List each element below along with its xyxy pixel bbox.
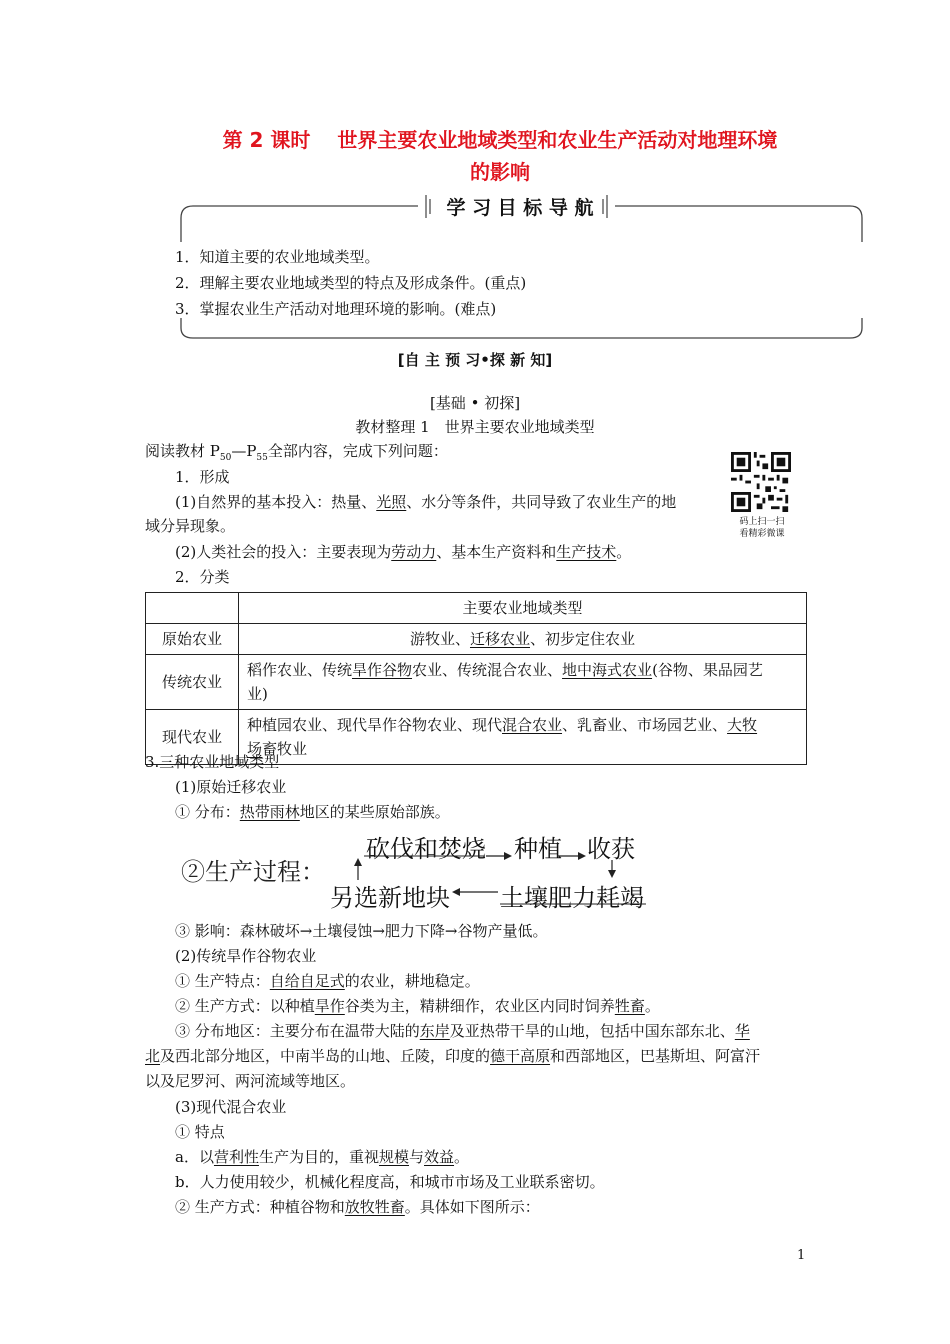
qr-caption: 码上扫一扫 看精彩微课 [739, 517, 785, 539]
material-heading: 教材整理 1 世界主要农业地域类型 [355, 418, 595, 436]
formation-p1: (1)自然界的基本投入：热量、光照、水分等条件，共同导致了农业生产的地 [175, 493, 677, 511]
formation-p1-cont: 域分异现象。 [145, 517, 236, 535]
table-row [146, 655, 807, 710]
objectives-heading: 学 习 目 标 导 航 [446, 197, 594, 219]
row-content: 游牧业、迁移农业、初步定住农业 [239, 624, 807, 655]
qr-code-icon[interactable] [731, 452, 791, 512]
dryland-heading: (2)传统旱作谷物农业 [175, 947, 317, 965]
process-step-exhaust: 土壤肥力耗竭 [500, 884, 644, 912]
process-step-newland: 另选新地块 [330, 884, 450, 912]
sub-heading: [基础 • 初探] [429, 394, 521, 412]
row-content: 稻作农业、传统旱作谷物农业、传统混合农业、地中海式农业(谷物、果品园艺 业) [239, 655, 807, 710]
migratory-impact: ③ 影响：森林破坏→土壤侵蚀→肥力下降→谷物产量低。 [175, 922, 548, 940]
process-step-harvest: 收获 [587, 835, 635, 863]
mixed-feature-heading: ① 特点 [175, 1123, 225, 1141]
migratory-distribution: ① 分布：热带雨林地区的某些原始部族。 [175, 803, 450, 821]
table-header: 主要农业地域类型 [239, 593, 807, 624]
process-step-plant: 种植 [514, 835, 562, 863]
formation-heading: 1．形成 [175, 468, 230, 486]
dryland-area: ③ 分布地区：主要分布在温带大陆的东岸及亚热带干旱的山地，包括中国东部东北、华 [175, 1022, 750, 1040]
lesson-title-line1: 第 2 课时 世界主要农业地域类型和农业生产活动对地理环境 [222, 128, 778, 152]
row-label: 现代农业 [146, 710, 239, 765]
mixed-feature-a: a．以营利性生产为目的，重视规模与效益。 [175, 1148, 470, 1166]
table-row [146, 624, 807, 655]
intro-line: 阅读教材 $P_{50}—P_{55}$全部内容，完成下列问题： [145, 442, 448, 463]
row-label: 原始农业 [146, 624, 239, 655]
section-heading: [自 主 预 习•探 新 知] [397, 351, 553, 369]
page-number: 1 [797, 1248, 806, 1263]
migratory-heading: (1)原始迁移农业 [175, 778, 287, 796]
objective-item-3: 3．掌握农业生产活动对地理环境的影响。(难点) [175, 300, 497, 318]
dryland-area-cont2: 以及尼罗河、两河流域等地区。 [145, 1072, 356, 1090]
row-label: 传统农业 [146, 655, 239, 710]
classification-table [145, 592, 807, 765]
objective-item-1: 1．知道主要的农业地域类型。 [175, 248, 380, 266]
dryland-feature: ① 生产特点：自给自足式的农业，耕地稳定。 [175, 972, 480, 990]
row-content: 种植园农业、现代旱作谷物农业、现代混合农业、乳畜业、市场园艺业、大牧 场畜牧业 [239, 710, 807, 765]
process-label: ②生产过程： [181, 858, 325, 886]
lesson-title-line2: 的影响 [470, 160, 530, 184]
process-arrows [320, 820, 660, 920]
dryland-mode: ② 生产方式：以种植旱作谷类为主，精耕细作，农业区内同时饲养牲畜。 [175, 997, 660, 1015]
process-step-cut-burn: 砍伐和焚烧 [366, 835, 486, 863]
dryland-area-cont: 北及西北部分地区，中南半岛的山地、丘陵，印度的德干高原和西部地区，巴基斯坦、阿富汗 [145, 1047, 761, 1065]
formation-p2: (2)人类社会的投入：主要表现为劳动力、基本生产资料和生产技术。 [175, 543, 632, 561]
mixed-heading: (3)现代混合农业 [175, 1098, 287, 1116]
classification-heading: 2．分类 [175, 568, 230, 586]
objective-item-2: 2．理解主要农业地域类型的特点及形成条件。(重点) [175, 274, 527, 292]
mixed-mode: ② 生产方式：种植谷物和放牧牲畜。具体如下图所示： [175, 1198, 540, 1216]
mixed-feature-b: b．人力使用较少，机械化程度高，和城市市场及工业联系密切。 [175, 1173, 605, 1191]
three-types-heading: 3.三种农业地域类型 [145, 753, 280, 771]
table-row [146, 593, 807, 624]
